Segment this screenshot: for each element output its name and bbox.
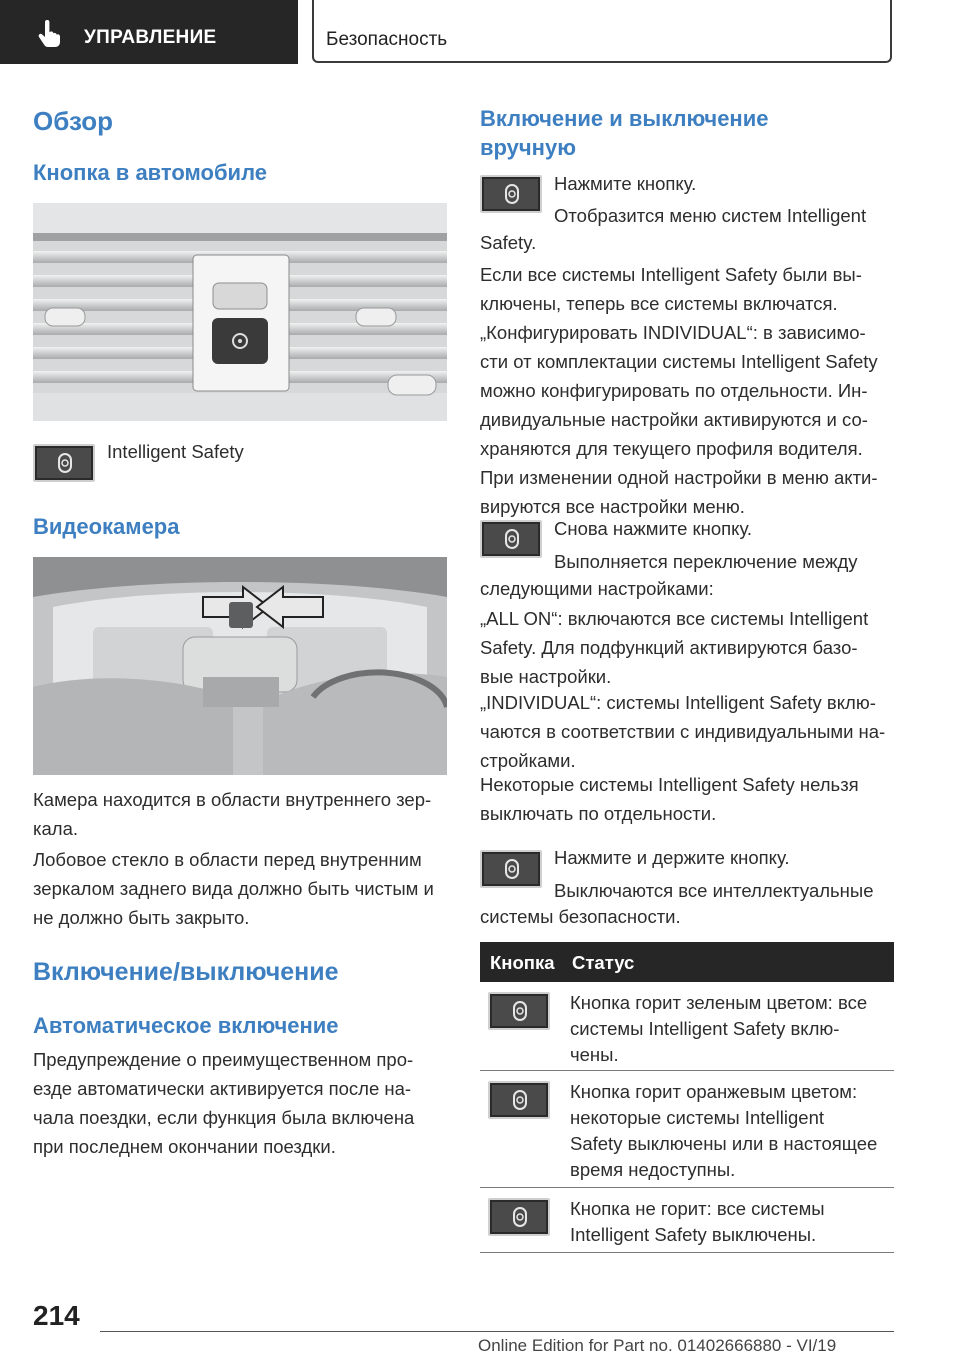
camera-location-text: Камера находится в области внутреннего зер- кала. [33,789,432,839]
status-text: Кнопка горит оранжевым цветом: некоторые системы Intelligent Safety выключены или в настоящее время недоступны. [570,1081,878,1180]
heading-on-off: Включение/выключение [33,958,339,986]
intelligent-safety-button-icon [480,520,542,558]
table-row [480,982,894,1071]
step2-result: Выполняется переключение между [554,551,858,572]
header-chapter-box [312,0,892,63]
status-table [480,942,894,1253]
table-row [480,1188,894,1253]
heading-auto-activation: Автоматическое включение [33,1013,339,1038]
windshield-text: Лобовое стекло в области перед внутренним зеркалом заднего вида должно быть чистым и не должно быть закрыто. [33,849,434,928]
footer-divider [100,1331,894,1332]
status-text: Кнопка горит зеленым цветом: все системы Intelligent Safety вклю- чены. [570,992,868,1065]
para-configure-individual: „Конфигурировать INDIVIDUAL“: в зависимо- сти от комплектации системы Intelligent Safety можно конфигурировать по отдельности. Ин- дивидуальные настройки активируются и со- храняются для текущего профиля водителя. При изменении одной настройки в меню акти- вируются все настройки меню. [480,322,878,517]
intelligent-safety-button-icon [480,175,542,213]
intelligent-safety-label: Intelligent Safety [107,441,244,462]
heading-manual-onoff: Включение и выключение вручную [480,106,769,160]
para-some-systems: Некоторые системы Intelligent Safety нельзя выключать по отдельности. [480,774,859,824]
header-section-tab [0,0,298,64]
section-title: УПРАВЛЕНИЕ [84,27,217,48]
step2-result-cont: следующими настройками: [480,578,714,599]
step1-result-cont: Safety. [480,232,537,253]
step1-result: Отобразится меню систем Intelligent [554,205,867,226]
step3-result-cont: системы безопасности. [480,906,681,927]
para-all-on: „ALL ON“: включаются все системы Intelligent Safety. Для подфункций активируются базо- вые настройки. [480,608,869,687]
step1-instruction: Нажмите кнопку. [554,173,697,194]
heading-overview: Обзор [33,106,113,136]
table-row [480,1071,894,1188]
table-header [480,942,894,982]
page-number: 214 [33,1300,80,1331]
auto-activation-text: Предупреждение о преимущественном про- езде автоматически активируется после на- чала поездки, если функция была включена при последнем окончании поездки. [33,1049,415,1157]
heading-camera: Видеокамера [33,514,180,539]
para-all-off: Если все системы Intelligent Safety были вы- ключены, теперь все системы включатся. [480,264,862,314]
intelligent-safety-button-icon [488,992,550,1030]
hand-pointer-icon [36,20,62,48]
intelligent-safety-button-icon [488,1198,550,1236]
figure-button-in-vehicle [33,203,447,421]
chapter-title: Безопасность [326,29,448,50]
edition-text: Online Edition for Part no. 01402666880 - VI/19 [478,1336,837,1355]
intelligent-safety-button-icon [488,1081,550,1119]
column-header-button: Кнопка [490,952,555,973]
intelligent-safety-button-icon [480,850,542,888]
step3-result: Выключаются все интеллектуальные [554,880,874,901]
column-header-status: Статус [572,952,635,973]
step3-instruction: Нажмите и держите кнопку. [554,847,790,868]
para-individual: „INDIVIDUAL“: системы Intelligent Safety вклю- чаются в соответствии с индивидуальными на- стройками. [480,692,886,771]
status-text: Кнопка не горит: все системы Intelligent Safety выключены. [570,1198,825,1245]
heading-button-in-car: Кнопка в автомобиле [33,160,267,185]
step2-instruction: Снова нажмите кнопку. [554,518,752,539]
intelligent-safety-button-icon [33,444,95,482]
figure-camera-location [33,557,447,775]
